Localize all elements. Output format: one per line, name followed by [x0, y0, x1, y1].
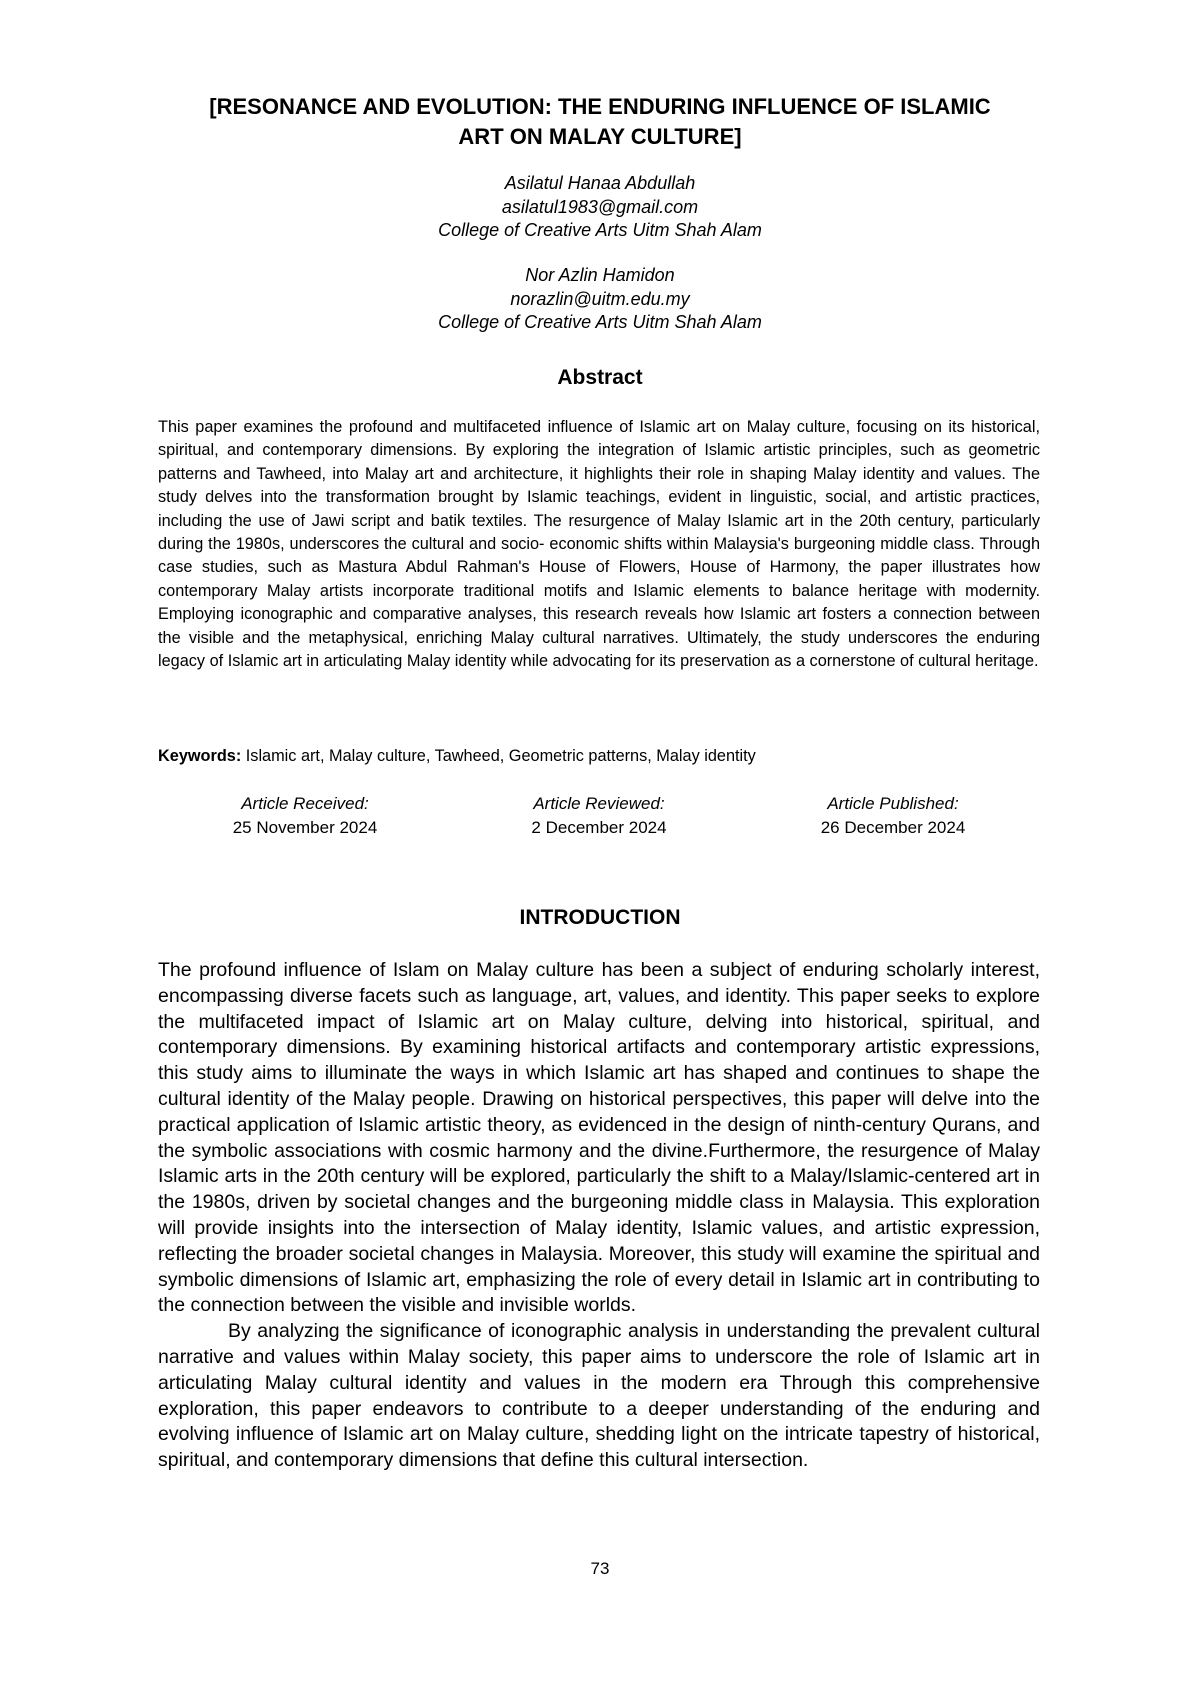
- introduction-paragraph-1: The profound influence of Islam on Malay culture has been a subject of enduring scholarly interest, encompassing diverse facets such as language, art, values, and identity. This paper seeks to explore the multifaceted impact of Islamic art on Malay culture, delving into historical, spiritual, and contemporary dimensions. By examining historical artifacts and contemporary artistic expressions, this study aims to illuminate the ways in which Islamic art has shaped and continues to shape the cultural identity of the Malay people. Drawing on historical perspectives, this paper will delve into the practical application of Islamic artistic theory, as evidenced in the design of ninth-century Qurans, and the symbolic associations with cosmic harmony and the divine.Furthermore, the resurgence of Malay Islamic arts in the 20th century will be explored, particularly the shift to a Malay/Islamic-centered art in the 1980s, driven by societal changes and the burgeoning middle class in Malaysia. This exploration will provide insights into the intersection of Malay identity, Islamic values, and artistic expression, reflecting the broader societal changes in Malaysia. Moreover, this study will examine the spiritual and symbolic dimensions of Islamic art, emphasizing the role of every detail in Islamic art in contributing to the connection between the visible and invisible worlds.: [158, 959, 1040, 1317]
- date-published-value: 26 December 2024: [820, 818, 966, 837]
- author-block-1: [150, 172, 1050, 243]
- date-published: [746, 792, 1040, 840]
- author-name: Nor Azlin Hamidon: [525, 265, 675, 285]
- introduction-paragraph-2: By analyzing the significance of iconographic analysis in understanding the prevalent cultural narrative and values within Malay society, this paper aims to underscore the role of Islamic art in articulating Malay cultural identity and values in the modern era Through this comprehensive exploration, this paper endeavors to contribute to a deeper understanding of the enduring and evolving influence of Islamic art on Malay culture, shedding light on the intricate tapestry of historical, spiritual, and contemporary dimensions that define this cultural intersection.: [158, 1320, 1040, 1472]
- paper-title: [150, 92, 1050, 152]
- author-name: Asilatul Hanaa Abdullah: [504, 173, 696, 193]
- paper-title-line-1: [RESONANCE AND EVOLUTION: THE ENDURING INFLUENCE OF ISLAMIC: [209, 94, 991, 119]
- paper-title-line-2: ART ON MALAY CULTURE]: [458, 124, 742, 149]
- page-number: 73: [590, 1559, 610, 1578]
- author-email: asilatul1983@gmail.com: [501, 196, 699, 217]
- date-reviewed-label: Article Reviewed:: [533, 794, 665, 813]
- date-received-value: 25 November 2024: [232, 818, 378, 837]
- date-received-label: Article Received:: [241, 794, 369, 813]
- author-block-2: [150, 264, 1050, 335]
- abstract-heading: Abstract: [557, 366, 643, 389]
- abstract-text: This paper examines the profound and multifaceted influence of Islamic art on Malay culture, focusing on its historical, spiritual, and contemporary dimensions. By exploring the integration of Islamic artistic principles, such as geometric patterns and Tawheed, into Malay art and architecture, it highlights their role in shaping Malay identity and values. The study delves into the transformation brought by Islamic teachings, evident in linguistic, social, and artistic practices, including the use of Jawi script and batik textiles. The resurgence of Malay Islamic art in the 20th century, particularly during the 1980s, underscores the cultural and socio- economic shifts within Malaysia's burgeoning middle class. Through case studies, such as Mastura Abdul Rahman's House of Flowers, House of Harmony, the paper illustrates how contemporary Malay artists incorporate traditional motifs and Islamic elements to balance heritage with modernity. Employing iconographic and comparative analyses, this research reveals how Islamic art fosters a connection between the visible and the metaphysical, enriching Malay cultural narratives. Ultimately, the study underscores the enduring legacy of Islamic art in articulating Malay identity while advocating for its preservation as a cornerstone of cultural heritage.: [158, 418, 1040, 671]
- date-reviewed-value: 2 December 2024: [531, 818, 667, 837]
- keywords: [158, 745, 1040, 767]
- date-received: [158, 792, 452, 840]
- introduction-heading: INTRODUCTION: [519, 906, 681, 929]
- article-dates: [158, 792, 1040, 840]
- introduction-body: [158, 958, 1040, 1474]
- author-affiliation: College of Creative Arts Uitm Shah Alam: [438, 220, 762, 240]
- date-published-label: Article Published:: [827, 794, 959, 813]
- date-reviewed: [452, 792, 746, 840]
- author-affiliation: College of Creative Arts Uitm Shah Alam: [438, 312, 762, 332]
- keywords-text: Islamic art, Malay culture, Tawheed, Geometric patterns, Malay identity: [241, 747, 756, 765]
- author-email: norazlin@uitm.edu.my: [510, 288, 690, 309]
- keywords-label: Keywords:: [158, 747, 242, 765]
